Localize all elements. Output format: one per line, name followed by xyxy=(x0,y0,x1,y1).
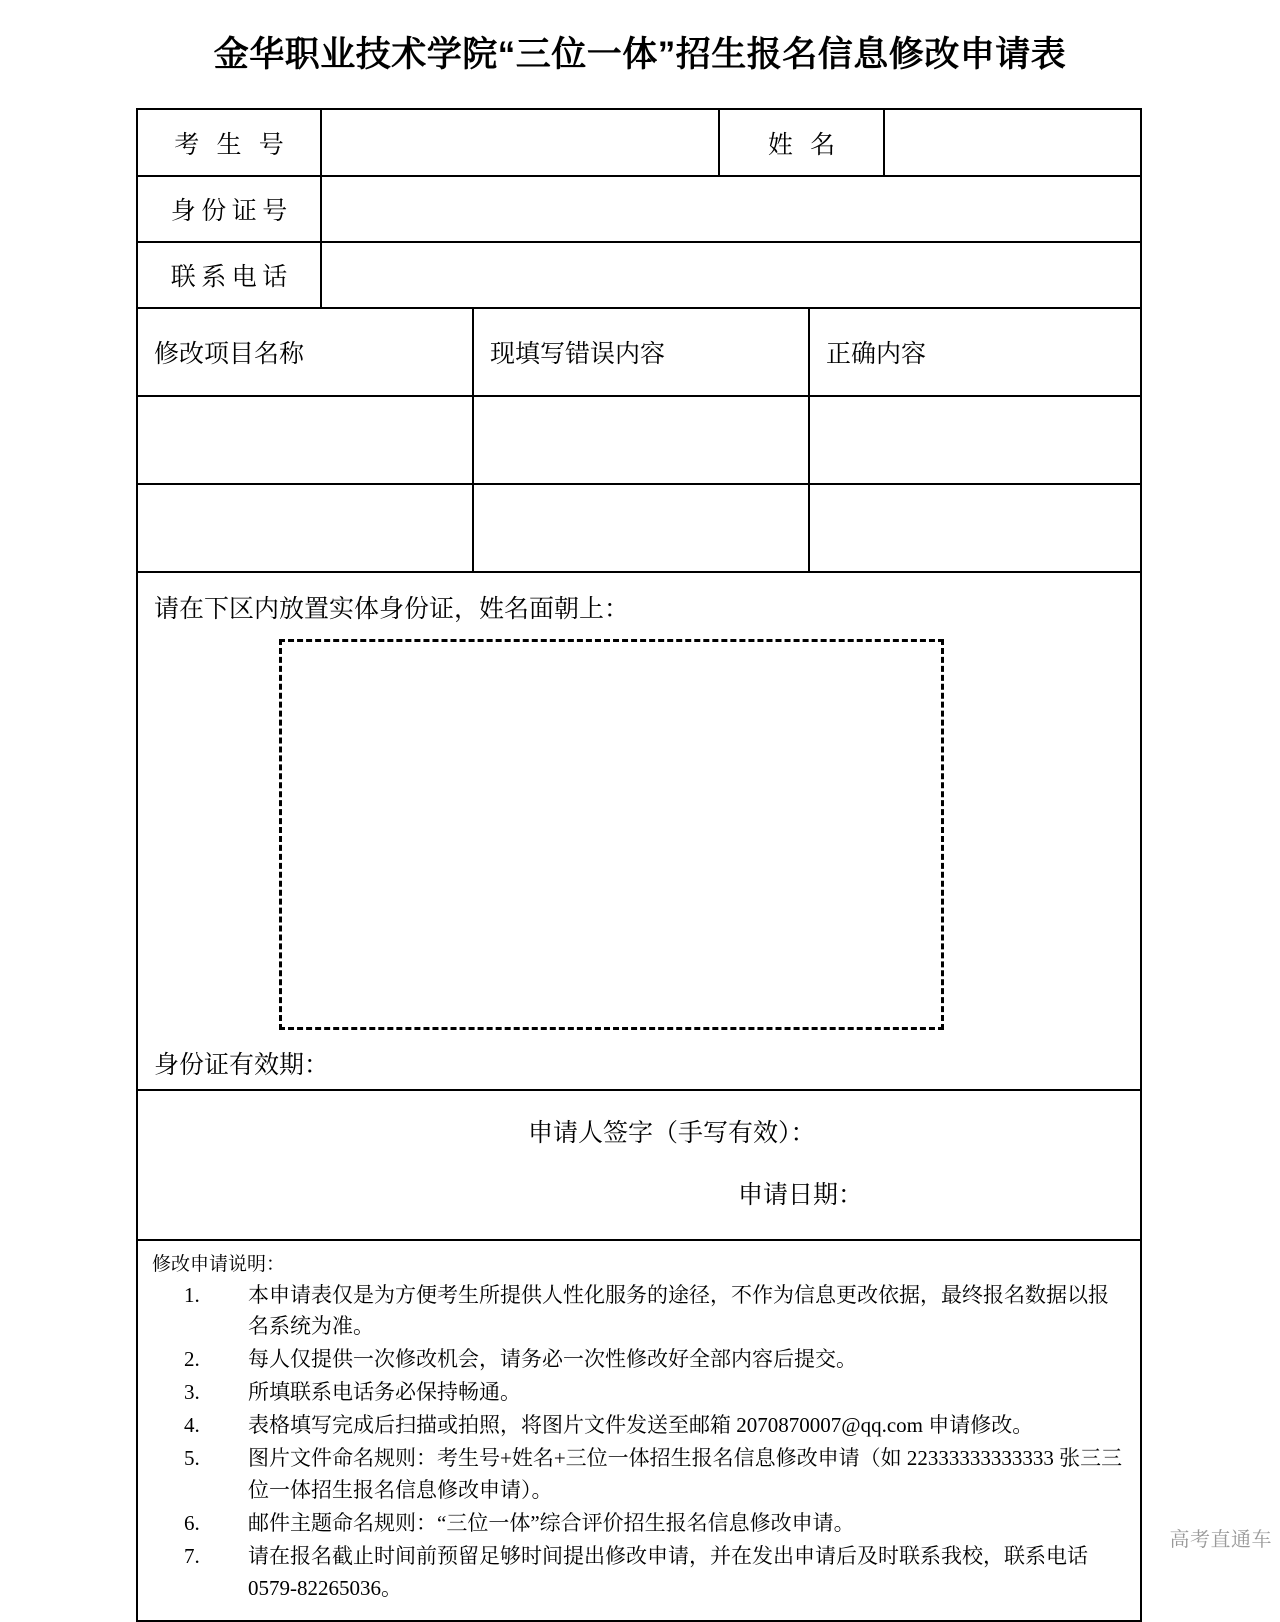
note-text: 表格填写完成后扫描或拍照，将图片文件发送至邮箱 2070870007@qq.com 申请修改。 xyxy=(248,1413,1034,1438)
modification-cell-wrong-content[interactable] xyxy=(474,485,810,571)
notes-list xyxy=(152,1280,1128,1605)
note-number: 2. xyxy=(184,1347,200,1372)
note-item xyxy=(152,1280,1128,1344)
modification-table-row xyxy=(138,485,1140,573)
modification-header-item-name: 修改项目名称 xyxy=(138,309,474,395)
notes-title: 修改申请说明： xyxy=(152,1254,286,1275)
name-field[interactable] xyxy=(885,110,1140,175)
modification-table-header xyxy=(138,309,1140,397)
note-text: 所填联系电话务必保持畅通。 xyxy=(248,1380,521,1405)
note-text: 每人仅提供一次修改机会，请务必一次性修改好全部内容后提交。 xyxy=(248,1347,857,1372)
phone-field[interactable] xyxy=(322,243,1140,307)
note-text: 图片文件命名规则：考生号+姓名+三位一体招生报名信息修改申请（如 22333333333333 张三三位一体招生报名信息修改申请）。 xyxy=(248,1446,1123,1502)
note-number: 3. xyxy=(184,1380,200,1405)
table-row-id-card xyxy=(138,177,1140,243)
modification-cell-correct-content[interactable] xyxy=(810,397,1140,483)
notes-section xyxy=(138,1241,1140,1620)
table-row-phone xyxy=(138,243,1140,309)
note-text: 本申请表仅是为方便考生所提供人性化服务的途径，不作为信息更改依据，最终报名数据以报名系统为准。 xyxy=(248,1282,1109,1339)
table-row-exam-number xyxy=(138,110,1140,177)
note-text: 请在报名截止时间前预留足够时间提出修改申请，并在发出申请后及时联系我校，联系电话 0579-82265036。 xyxy=(248,1543,1088,1600)
modification-table-row xyxy=(138,397,1140,485)
note-item xyxy=(152,1377,1128,1409)
exam-number-field[interactable] xyxy=(322,110,720,175)
phone-label: 联系电话 xyxy=(138,243,322,307)
note-item xyxy=(152,1541,1128,1605)
name-label: 姓 名 xyxy=(720,110,885,175)
id-card-label: 身份证号 xyxy=(138,177,322,241)
application-form-table xyxy=(136,108,1142,1622)
modification-header-correct-content: 正确内容 xyxy=(826,341,927,368)
note-item xyxy=(152,1443,1128,1507)
id-card-dropzone[interactable] xyxy=(279,639,944,1030)
note-item xyxy=(152,1344,1128,1376)
modification-cell-wrong-content[interactable] xyxy=(474,397,810,483)
note-item xyxy=(152,1508,1128,1540)
id-card-field[interactable] xyxy=(322,177,1140,241)
note-item xyxy=(152,1410,1128,1442)
applicant-signature-label: 申请人签字（手写有效）： xyxy=(528,1120,816,1147)
note-number: 4. xyxy=(184,1413,200,1438)
application-date-label: 申请日期： xyxy=(738,1182,864,1209)
page-title: 金华职业技术学院“三位一体”招生报名信息修改申请表 xyxy=(213,35,1067,74)
id-card-instruction: 请在下区内放置实体身份证，姓名面朝上： xyxy=(154,596,630,623)
signature-section xyxy=(138,1091,1140,1241)
modification-cell-item-name[interactable] xyxy=(138,397,474,483)
modification-header-wrong-content: 现填写错误内容 xyxy=(474,309,810,395)
note-text: 邮件主题命名规则：“三位一体”综合评价招生报名信息修改申请。 xyxy=(248,1510,855,1535)
note-number: 1. xyxy=(184,1282,200,1307)
note-number: 6. xyxy=(184,1510,200,1535)
note-number: 7. xyxy=(184,1543,200,1568)
watermark: 高考直通车 xyxy=(1169,1529,1272,1551)
id-card-placement-section xyxy=(138,573,1140,1091)
note-number: 5. xyxy=(184,1446,200,1471)
exam-number-label: 考 生 号 xyxy=(138,110,322,175)
id-card-validity-label: 身份证有效期： xyxy=(154,1052,330,1079)
modification-cell-item-name[interactable] xyxy=(138,485,474,571)
modification-cell-correct-content[interactable] xyxy=(810,485,1140,571)
